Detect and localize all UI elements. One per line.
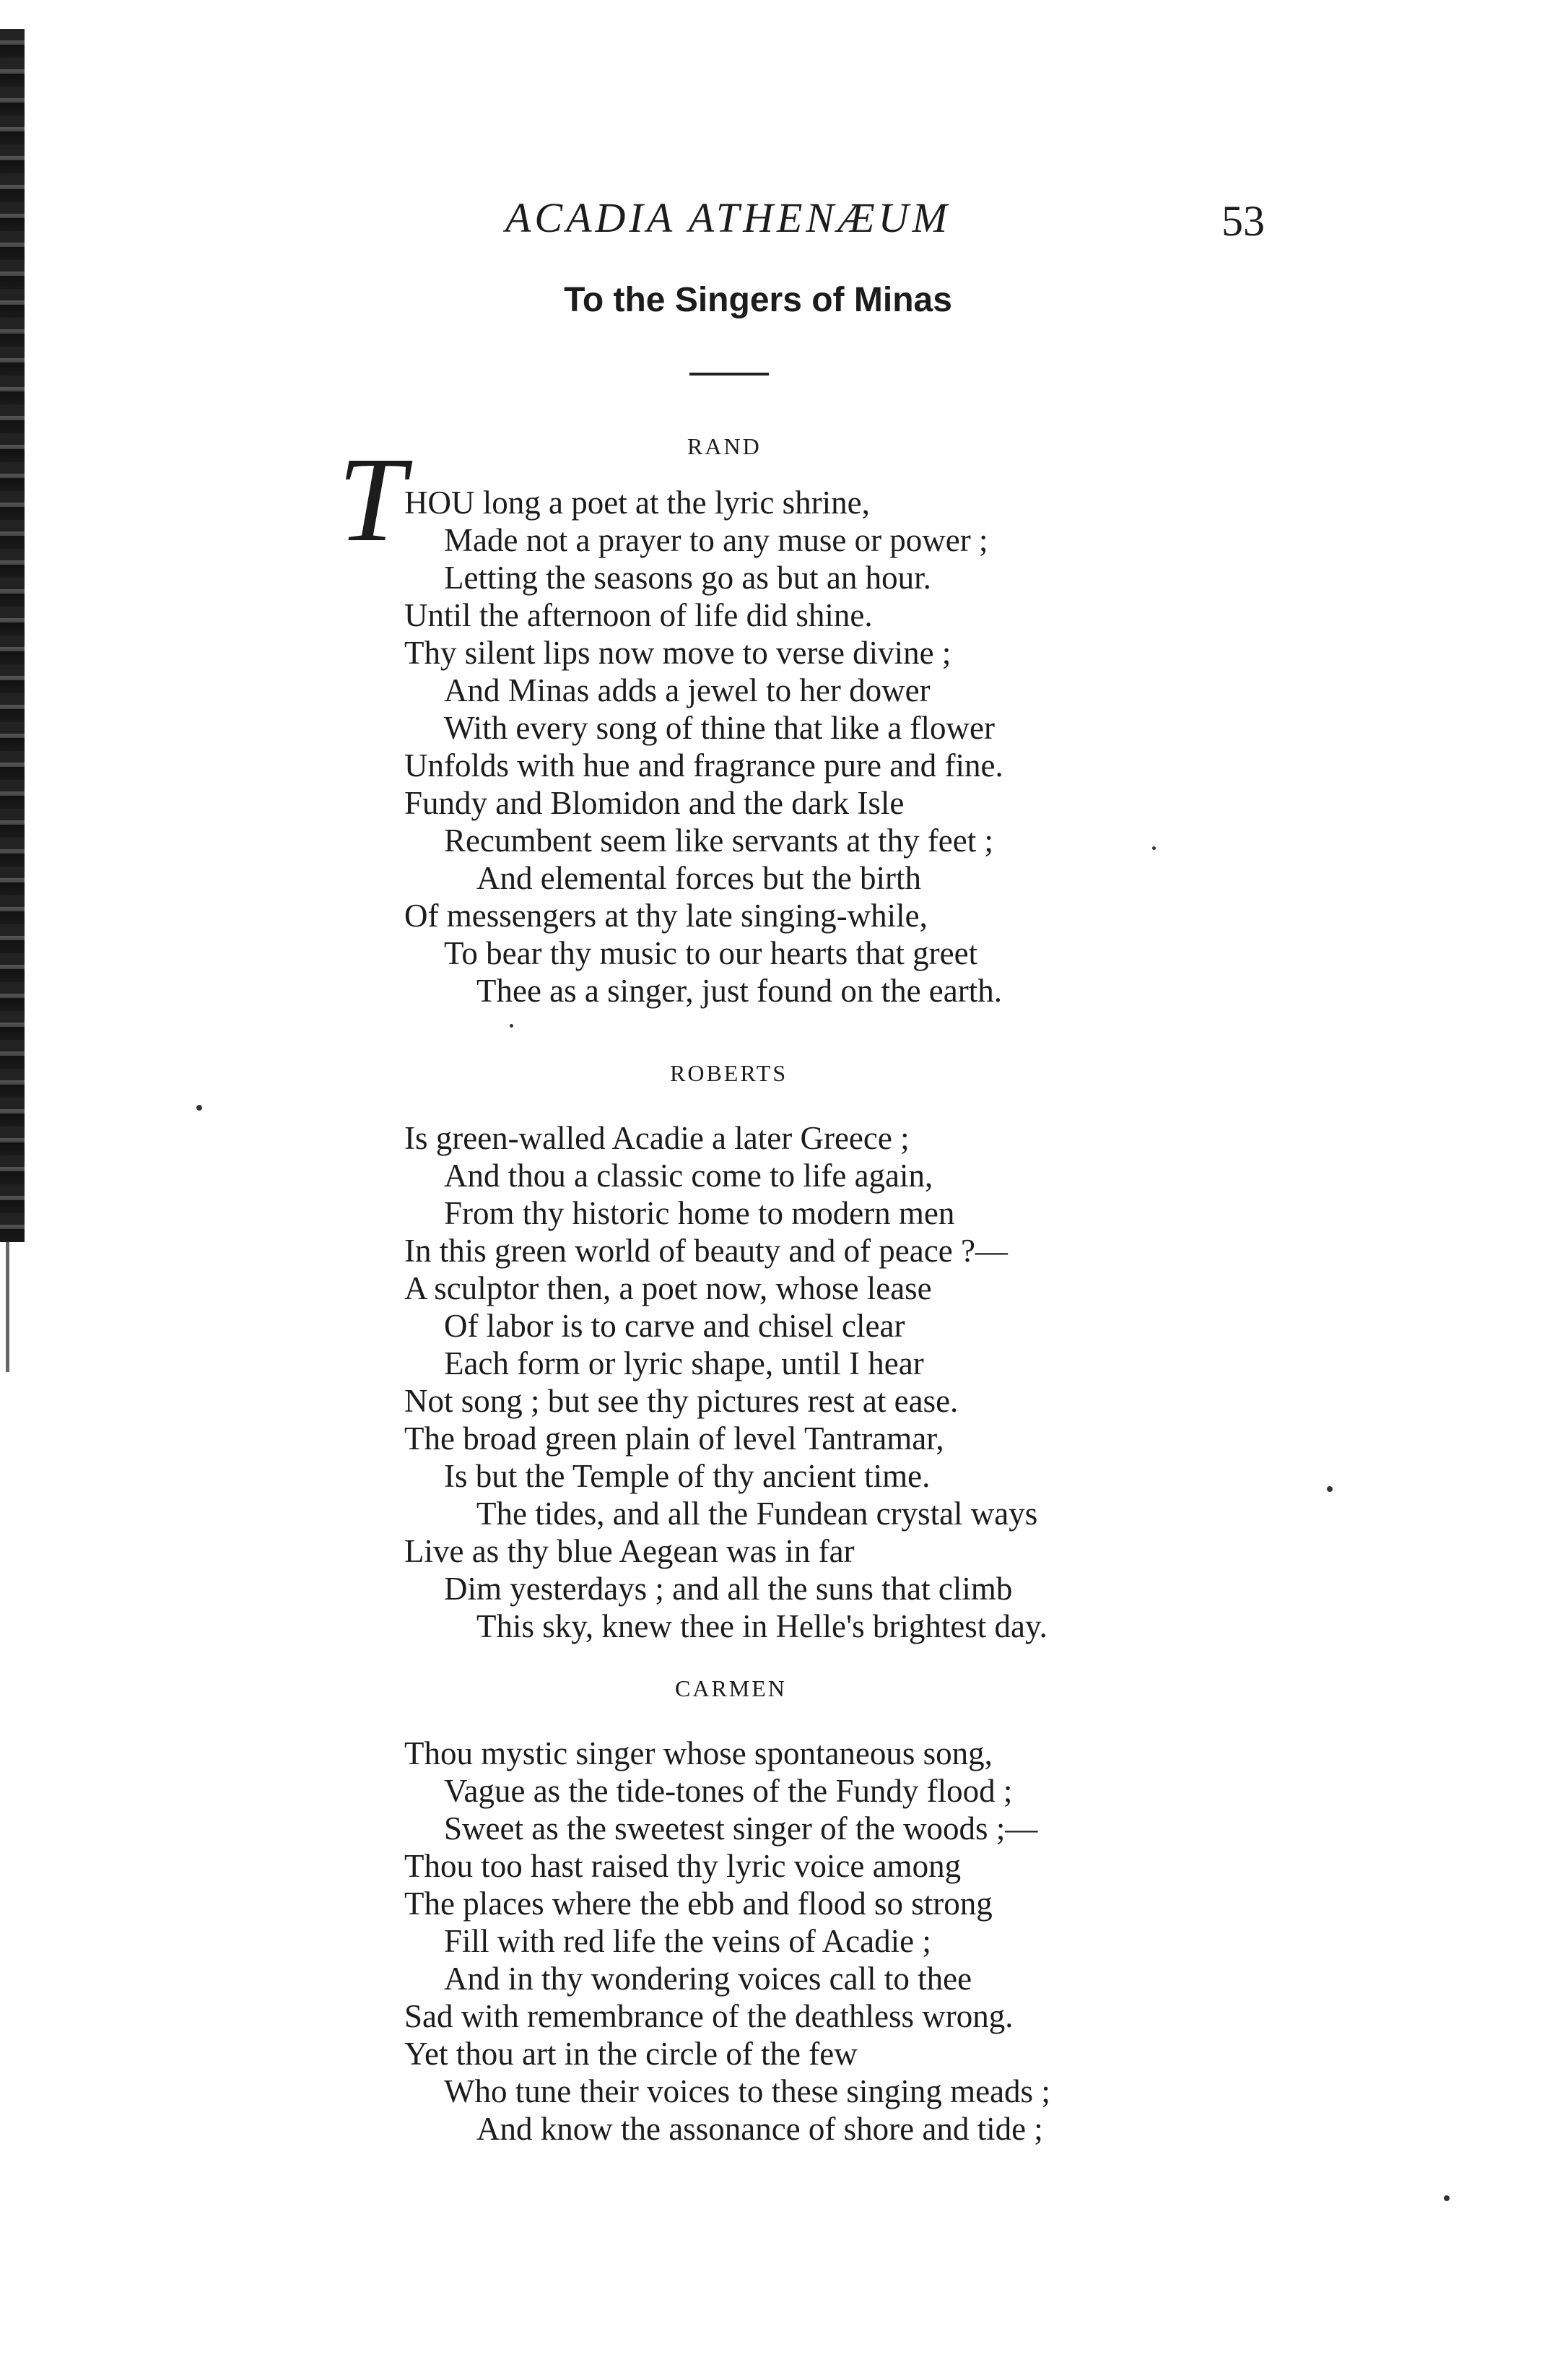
poem-title: To the Singers of Minas <box>564 281 952 319</box>
binding-edge <box>0 29 25 1242</box>
poem-line: The broad green plain of level Tantramar, <box>404 1420 944 1457</box>
print-speck <box>1327 1486 1333 1492</box>
poem-line: Of labor is to carve and chisel clear <box>444 1308 905 1344</box>
poem-line: And thou a classic come to life again, <box>444 1158 933 1194</box>
poem-line: From thy historic home to modern men <box>444 1195 955 1231</box>
page-number: 53 <box>1221 197 1265 245</box>
poem-line: Vague as the tide-tones of the Fundy flood ; <box>444 1773 1013 1809</box>
poem-line: Of messengers at thy late singing-while, <box>404 898 928 934</box>
poem-line: Is green-walled Acadie a later Greece ; <box>404 1120 910 1156</box>
poem-line: Not song ; but see thy pictures rest at ease. <box>404 1383 959 1419</box>
poem-line: And know the assonance of shore and tide ; <box>476 2111 1043 2147</box>
poem-line: Recumbent seem like servants at thy feet ; <box>444 823 994 859</box>
poem-line: And elemental forces but the birth <box>476 860 922 896</box>
poem-line: This sky, knew thee in Helle's brightest day. <box>476 1608 1047 1644</box>
poem-line: The tides, and all the Fundean crystal ways <box>476 1496 1038 1532</box>
poem-line: Dim yesterdays ; and all the suns that climb <box>444 1571 1013 1607</box>
drop-cap: T <box>338 433 406 567</box>
section-heading-roberts: ROBERTS <box>670 1060 788 1086</box>
poem-line: Thee as a singer, just found on the earth. <box>476 973 1002 1009</box>
running-header: ACADIA ATHENÆUM <box>505 194 951 241</box>
section-heading-rand: RAND <box>687 433 762 459</box>
print-speck <box>1444 2195 1450 2201</box>
poem-line: In this green world of beauty and of peace ?— <box>404 1233 1008 1269</box>
poem-line: Unfolds with hue and fragrance pure and fine. <box>404 747 1003 784</box>
print-speck <box>1152 846 1156 850</box>
poem-line: Who tune their voices to these singing meads ; <box>444 2073 1050 2109</box>
poem-line: HOU long a poet at the lyric shrine, <box>404 485 870 521</box>
poem-line: Letting the seasons go as but an hour. <box>444 560 931 596</box>
poem-line: Fill with red life the veins of Acadie ; <box>444 1923 931 1959</box>
poem-line: And in thy wondering voices call to thee <box>444 1961 972 1997</box>
poem-line: Sad with remembrance of the deathless wrong. <box>404 1998 1014 2034</box>
poem-line: Fundy and Blomidon and the dark Isle <box>404 785 905 821</box>
poem-line: Thy silent lips now move to verse divine ; <box>404 635 951 671</box>
poem-line: Live as thy blue Aegean was in far <box>404 1533 855 1569</box>
poem-line: Is but the Temple of thy ancient time. <box>444 1458 931 1494</box>
print-speck <box>196 1105 202 1111</box>
poem-line: Thou mystic singer whose spontaneous song, <box>404 1735 993 1771</box>
poem-line: To bear thy music to our hearts that greet <box>444 935 978 971</box>
poem-line: With every song of thine that like a flower <box>444 710 995 746</box>
poem-line: Made not a prayer to any muse or power ; <box>444 522 988 558</box>
section-heading-carmen: CARMEN <box>675 1675 787 1701</box>
poem-line: Until the afternoon of life did shine. <box>404 597 873 633</box>
print-speck <box>510 1024 513 1028</box>
poem-line: And Minas adds a jewel to her dower <box>444 672 931 708</box>
poem-line: Yet thou art in the circle of the few <box>404 2036 858 2072</box>
poem-line: Sweet as the sweetest singer of the woods ;— <box>444 1810 1038 1847</box>
poem-line: Thou too hast raised thy lyric voice among <box>404 1848 962 1884</box>
title-rule <box>689 373 769 376</box>
poem-line: Each form or lyric shape, until I hear <box>444 1345 924 1381</box>
poem-line: A sculptor then, a poet now, whose lease <box>404 1270 932 1306</box>
poem-line: The places where the ebb and flood so strong <box>404 1886 993 1922</box>
binding-edge-tail <box>6 1242 9 1372</box>
